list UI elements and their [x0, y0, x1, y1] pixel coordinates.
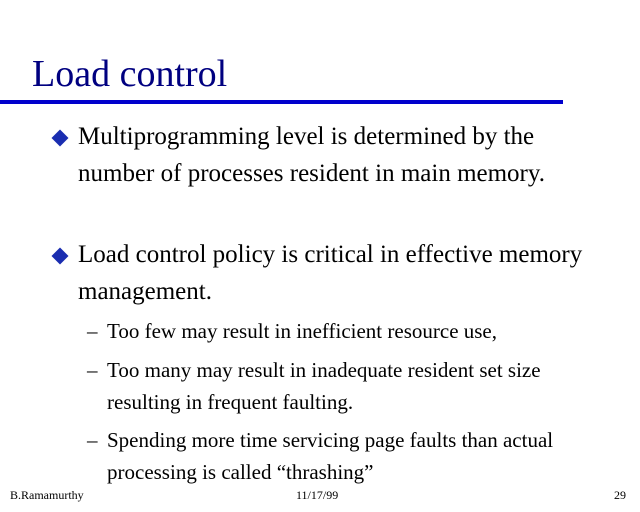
subbullet-item: [87, 315, 607, 347]
subbullet-text: Spending more time servicing page faults than actual processing is called “thrashing”: [107, 428, 554, 484]
bullet-text: Multiprogramming level is determined by the number of processes resident in main memory.: [78, 123, 546, 187]
subbullet-item: [87, 424, 607, 488]
bullet-item: [78, 236, 598, 310]
page-number: 29: [614, 488, 626, 502]
diamond-bullet-icon: [52, 130, 69, 147]
footer-author: B.Ramamurthy: [10, 488, 84, 502]
dash-marker: –: [87, 358, 98, 382]
subbullet-text: Too few may result in inefficient resource use,: [107, 319, 498, 343]
dash-marker: –: [87, 428, 98, 452]
footer-date: 11/17/99: [296, 488, 339, 502]
title-underline: [0, 100, 563, 104]
subbullet-text: Too many may result in inadequate resident set size resulting in frequent faulting.: [107, 358, 541, 414]
dash-marker: –: [87, 319, 98, 343]
bullet-text: Load control policy is critical in effective memory management.: [78, 241, 583, 305]
diamond-bullet-icon: [52, 248, 69, 265]
subbullet-item: [87, 354, 607, 418]
bullet-item: [78, 118, 598, 192]
slide-title: Load control: [32, 53, 228, 95]
